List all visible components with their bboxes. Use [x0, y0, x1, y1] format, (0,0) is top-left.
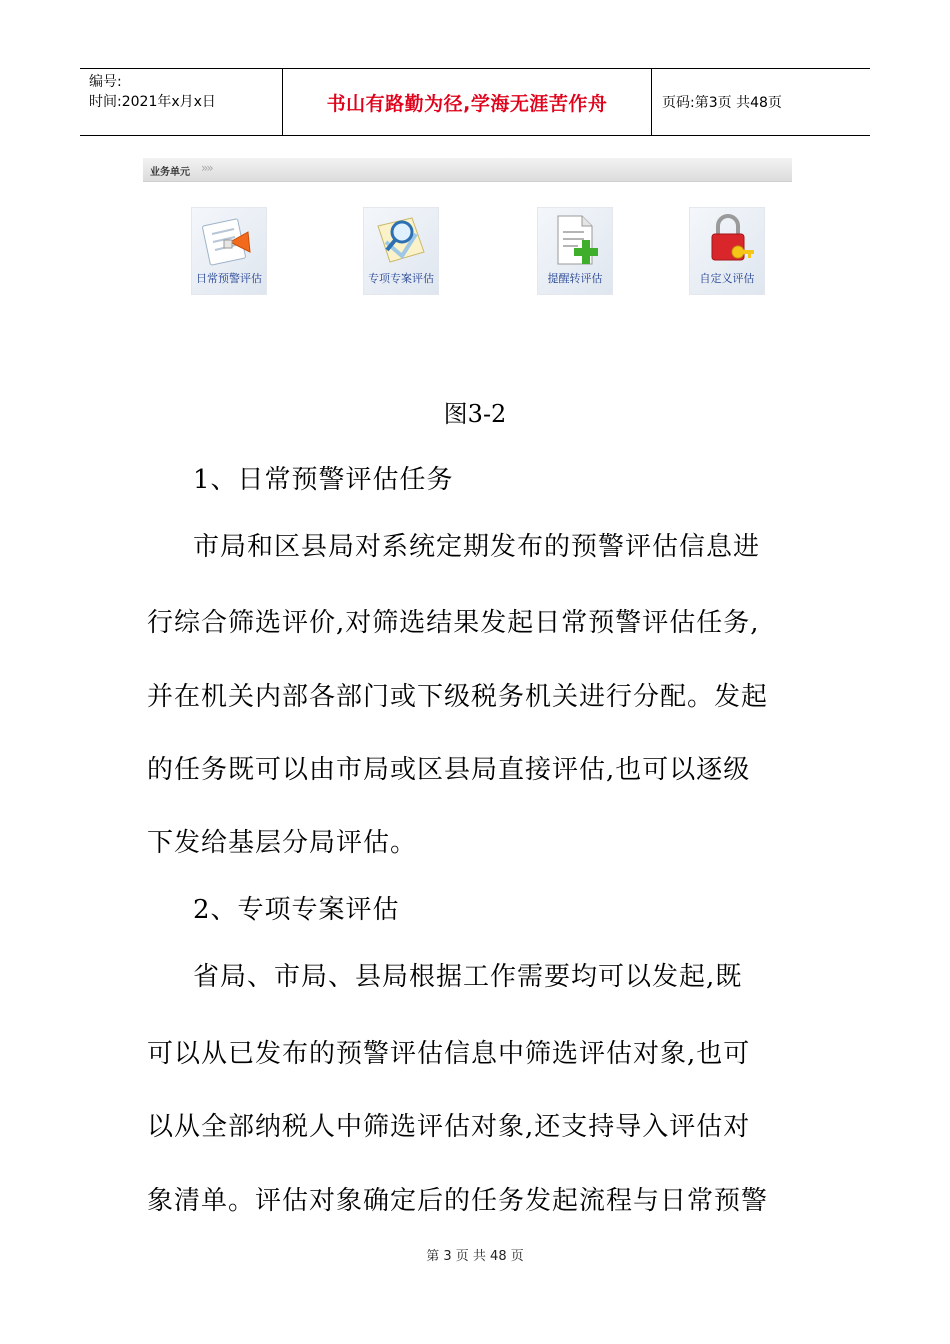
- header-motto: 书山有路勤为径,学海无涯苦作舟: [326, 92, 608, 115]
- tile-label: 专项专案评估: [368, 272, 434, 285]
- time-label: 时间:2021年x月x日: [89, 94, 216, 110]
- document-header: [80, 68, 870, 136]
- section-heading: 2、专项专案评估: [193, 895, 400, 925]
- business-unit-bar: [143, 158, 792, 182]
- tile-label: 自定义评估: [699, 272, 755, 285]
- paragraph-line: 的任务既可以由市局或区县局直接评估,也可以逐级: [147, 755, 751, 785]
- paragraph-line: 以从全部纳税人中筛选评估对象,还支持导入评估对: [147, 1112, 751, 1142]
- paragraph-line: 行综合筛选评价,对筛选结果发起日常预警评估任务,: [147, 608, 760, 638]
- header-meta: [80, 69, 282, 135]
- business-unit-title: 业务单元: [150, 167, 190, 178]
- tile-custom-assessment[interactable]: [689, 207, 765, 295]
- paragraph-line: 下发给基层分局评估。: [147, 828, 418, 858]
- tile-reminder-to-assessment[interactable]: [537, 207, 613, 295]
- section-heading: 1、日常预警评估任务: [193, 465, 454, 495]
- tile-special-case[interactable]: [363, 207, 439, 295]
- figure-caption: 图3-2: [443, 400, 507, 428]
- paragraph-line: 可以从已发布的预警评估信息中筛选评估对象,也可: [147, 1039, 751, 1069]
- paragraph-line: 市局和区县局对系统定期发布的预警评估信息进: [193, 532, 761, 562]
- megaphone-icon: [200, 212, 260, 268]
- lock-key-icon: [698, 212, 758, 268]
- magnifier-icon: [372, 212, 432, 268]
- number-label: 编号:: [89, 74, 122, 90]
- paragraph-line: 并在机关内部各部门或下级税务机关进行分配。发起: [147, 682, 769, 712]
- tile-daily-warning[interactable]: [191, 207, 267, 295]
- tile-label: 提醒转评估: [547, 272, 603, 285]
- page-footer: 第 3 页 共 48 页: [426, 1249, 524, 1264]
- double-chevron-icon: »»: [201, 161, 212, 175]
- header-motto-cell: [282, 69, 652, 135]
- header-page-info: [652, 69, 870, 135]
- paragraph-line: 象清单。评估对象确定后的任务发起流程与日常预警: [147, 1186, 769, 1216]
- tile-label: 日常预警评估: [196, 272, 262, 285]
- paragraph-line: 省局、市局、县局根据工作需要均可以发起,既: [193, 962, 743, 992]
- document-plus-icon: [546, 212, 606, 268]
- page-info: 页码:第3页 共48页: [662, 95, 782, 111]
